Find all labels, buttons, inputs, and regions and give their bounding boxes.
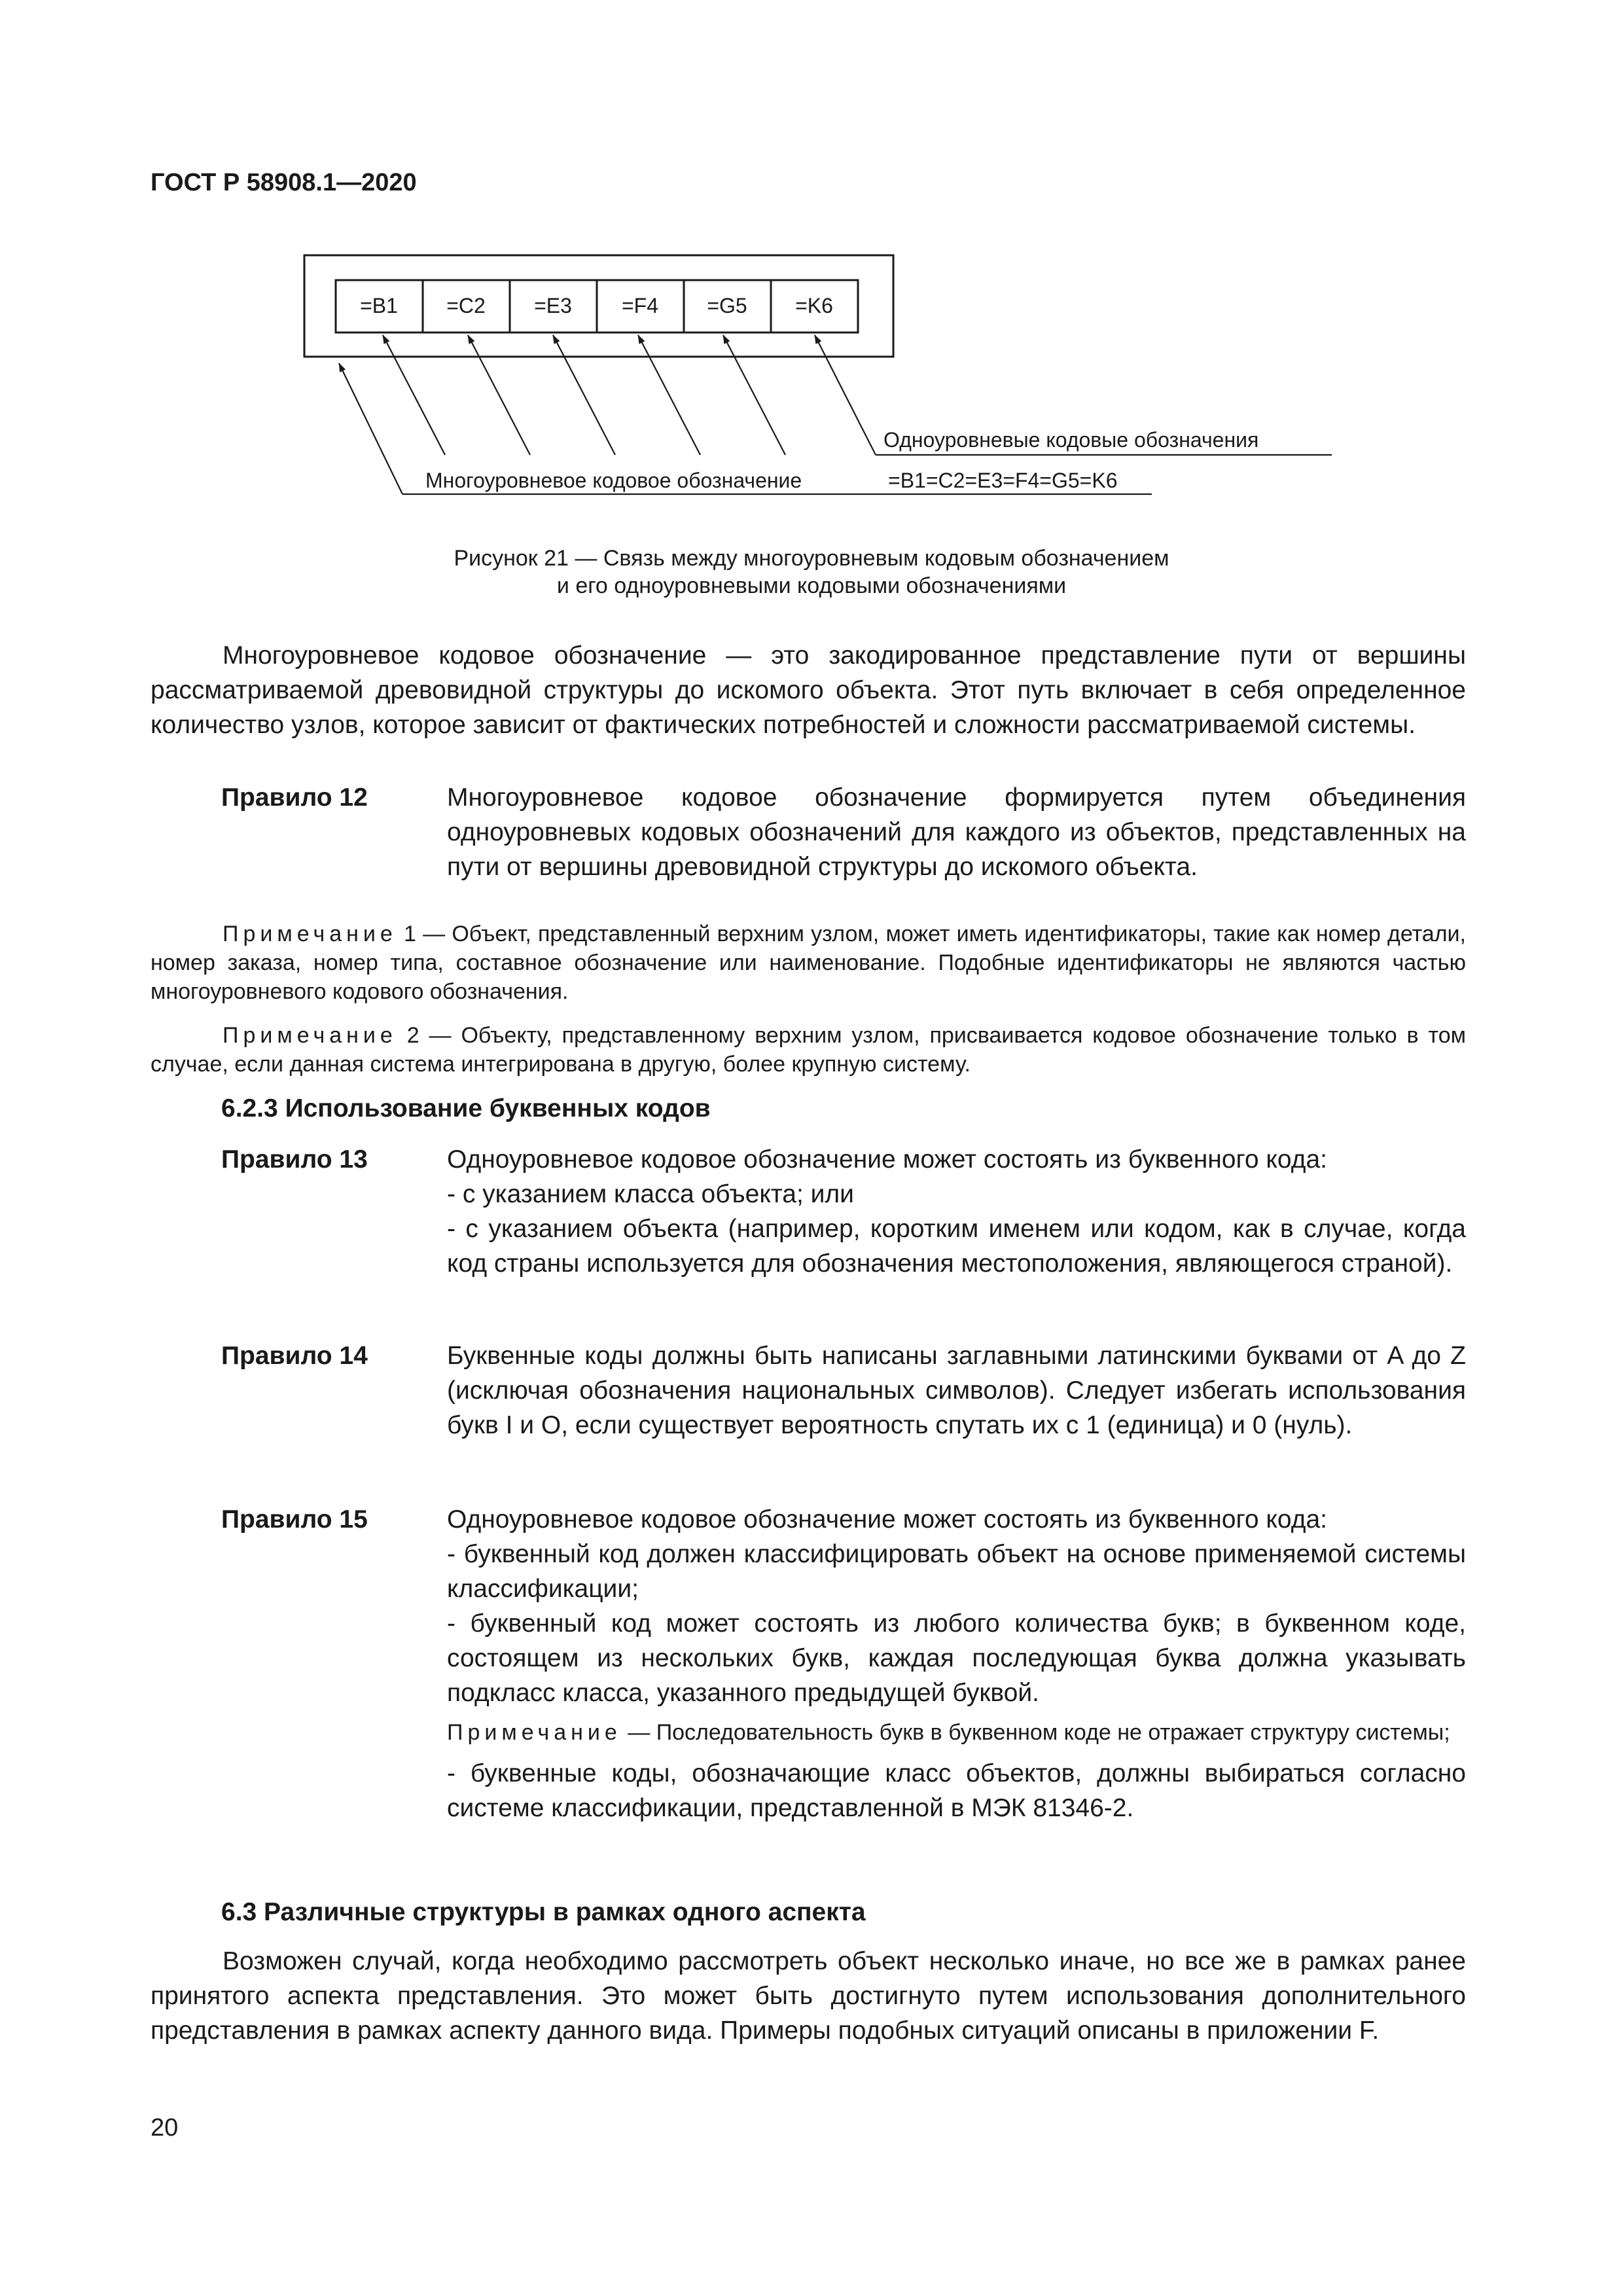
- code-box-3: [510, 280, 597, 332]
- rule-15-text: [447, 1502, 1466, 1825]
- single-level-label: Одноуровневые кодовые обозначения: [883, 428, 1259, 452]
- figure-caption: [393, 545, 1230, 600]
- note-1-text: 1 — Объект, представленный верхним узлом, может иметь идентификаторы, такие как номер детали, номер заказа, номер типа, составное обозначение или наименование. Подобные идентификаторы не являются частью многоуровневого кодового обозначения.: [151, 922, 1466, 1004]
- rule-12-label: Правило 12: [221, 783, 368, 812]
- section-heading-6-2-3: 6.2.3 Использование буквенных кодов: [221, 1094, 711, 1122]
- code-label-5: =G5: [707, 294, 747, 317]
- rule-15-line-1: Одноуровневое кодовое обозначение может состоять из буквенного кода:: [447, 1505, 1327, 1534]
- code-box-2: [423, 280, 510, 332]
- rule-13-text: [447, 1142, 1466, 1281]
- note-2-label: Примечание: [223, 1023, 397, 1048]
- rule-15-last-line: - буквенные коды, обозначающие класс объектов, должны выбираться согласно системе классификации, представленной в МЭК 81346-2.: [447, 1759, 1466, 1822]
- rule-13-line-2: - с указанием класса объекта; или: [447, 1180, 854, 1208]
- rule-15-note-text: — Последовательность букв в буквенном коде не отражает структуру системы;: [621, 1720, 1450, 1745]
- rule-14-label: Правило 14: [221, 1342, 368, 1370]
- document-code-header: ГОСТ Р 58908.1—2020: [151, 169, 417, 196]
- code-label-4: =F4: [621, 294, 659, 317]
- rule-15-note-label: Примечание: [447, 1720, 622, 1745]
- caption-line-2: и его одноуровневыми кодовыми обозначениями: [556, 573, 1067, 598]
- multi-level-label: Многоуровневое кодовое обозначение: [425, 469, 802, 492]
- note-2-text: 2 — Объекту, представленному верхним узлом, присваивается кодовое обозначение только в том случае, если данная система интегрирована в другую, более крупную систему.: [151, 1023, 1466, 1077]
- rule-15-note: [447, 1718, 1466, 1747]
- rule-15-line-3: - буквенный код может состоять из любого количества букв; в буквенном коде, состоящем из нескольких букв, каждая последующая буква должна указывать подкласс класса, указанного предыдущей буквой.: [447, 1609, 1466, 1707]
- rule-13-label: Правило 13: [221, 1145, 368, 1174]
- paragraph-different-structures: Возможен случай, когда необходимо рассмотреть объект несколько иначе, но все же в рамках ранее принятого аспекта представления. Это может быть достигнуто путем использования дополнительного представления в рамках аспекту данного вида. Примеры подобных ситуаций описаны в приложении F.: [151, 1947, 1466, 2045]
- code-box-6: [771, 280, 858, 332]
- code-label-3: =E3: [534, 294, 572, 317]
- code-box-1: [336, 280, 423, 332]
- note-1-label: Примечание: [223, 922, 397, 946]
- page-number: 20: [151, 2114, 179, 2142]
- note-1: [151, 920, 1466, 1006]
- code-label-1: =B1: [360, 294, 398, 317]
- caption-line-1: Рисунок 21 — Связь между многоуровневым кодовым обозначением: [454, 546, 1169, 571]
- code-label-6: =K6: [795, 294, 833, 317]
- paragraph-multilevel-definition: Многоуровневое кодовое обозначение — это закодированное представление пути от вершины рассматриваемой древовидной структуры до искомого объекта. Этот путь включает в себя определенное количество узлов, которое зависит от фактических потребностей и сложности рассматриваемой системы.: [151, 641, 1466, 739]
- rule-13-line-1: Одноуровневое кодовое обозначение может состоять из буквенного кода:: [447, 1145, 1327, 1174]
- rule-15-line-2: - буквенный код должен классифицировать объект на основе применяемой системы классификации;: [447, 1540, 1466, 1603]
- code-label-2: =C2: [446, 294, 486, 317]
- figure-21-diagram: [288, 245, 1335, 520]
- note-2: [151, 1021, 1466, 1079]
- rule-15-label: Правило 15: [221, 1505, 368, 1534]
- multi-level-code: =B1=C2=E3=F4=G5=K6: [888, 469, 1118, 492]
- code-box-4: [597, 280, 684, 332]
- rule-14-text: Буквенные коды должны быть написаны заглавными латинскими буквами от A до Z (исключая обозначения национальных символов). Следует избегать использования букв I и O, если существует вероятность спутать их с 1 (единица) и 0 (нуль).: [447, 1342, 1466, 1439]
- rule-12-text: Многоуровневое кодовое обозначение формируется путем объединения одноуровневых кодовых обозначений для каждого из объектов, представленных на пути от вершины древовидной структуры до искомого объекта.: [447, 783, 1466, 881]
- code-box-5: [684, 280, 771, 332]
- rule-13-line-3: - с указанием объекта (например, коротким именем или кодом, как в случае, когда код страны используется для обозначения местоположения, являющегося страной).: [447, 1215, 1466, 1278]
- section-heading-6-3: 6.3 Различные структуры в рамках одного аспекта: [221, 1898, 866, 1926]
